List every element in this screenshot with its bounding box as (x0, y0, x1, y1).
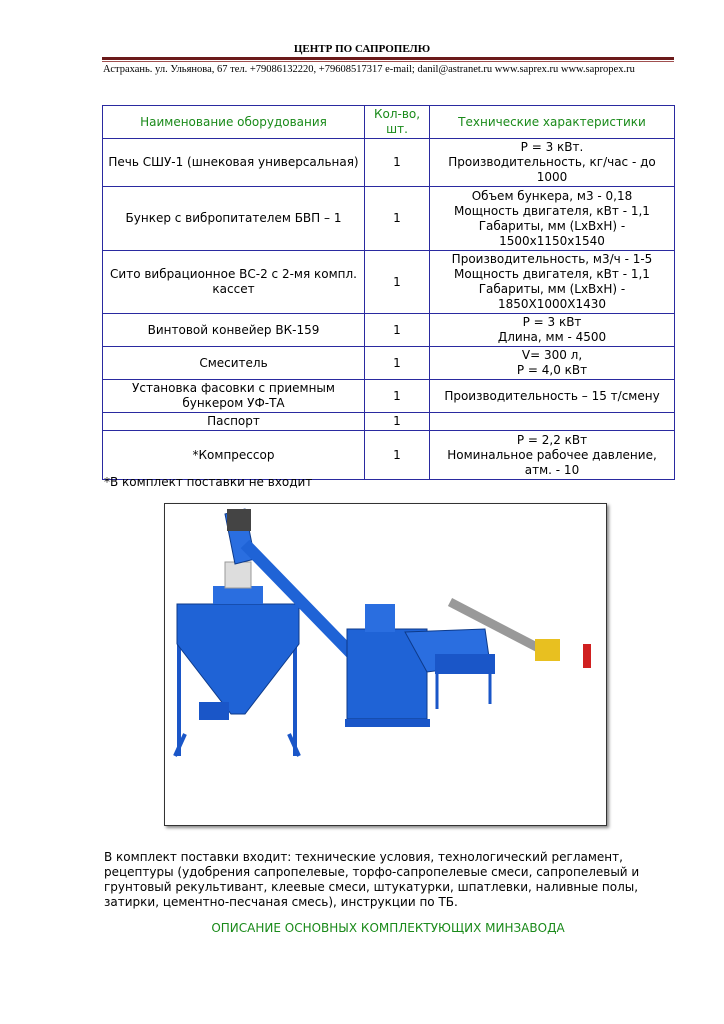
table-row (103, 187, 675, 251)
header-address: Астрахань. ул. Ульянова, 67 тел. +79086132220, +79608517317 e-mail; danil@astranet.ru www.saprex.ru www.sapropex.ru (103, 64, 635, 75)
equipment-qty: 1 (365, 347, 430, 380)
equipment-qty: 1 (365, 431, 430, 480)
delivery-description: В комплект поставки входит: технические условия, технологический регламент, рецептуры (удобрения сапропелевые, торфо-сапропелевые смеси, сапропелевый и грунтовый рекультивант, клеевые смеси, штукатурки, шпатлевки, наливные полы, затирки, цементно-песчаная смесь), инструкции по ТБ. (104, 850, 640, 909)
equipment-photo (164, 503, 607, 826)
equipment-spec: Р = 3 кВт Длина, мм - 4500 (430, 314, 675, 347)
column-header-spec: Технические характеристики (430, 106, 675, 139)
equipment-qty: 1 (365, 413, 430, 431)
table-row (103, 139, 675, 187)
equipment-name: *Компрессор (103, 431, 365, 480)
section-heading: ОПИСАНИЕ ОСНОВНЫХ КОМПЛЕКТУЮЩИХ МИНЗАВОДА (211, 921, 565, 935)
equipment-qty: 1 (365, 314, 430, 347)
equipment-spec: Р = 3 кВт. Производительность, кг/час - до 1000 (430, 139, 675, 187)
equipment-spec: V= 300 л, Р = 4,0 кВт (430, 347, 675, 380)
column-header-qty: Кол-во, шт. (365, 106, 430, 139)
equipment-table (102, 105, 675, 480)
equipment-name: Винтовой конвейер ВК-159 (103, 314, 365, 347)
equipment-name: Смеситель (103, 347, 365, 380)
equipment-name: Паспорт (103, 413, 365, 431)
table-row (103, 314, 675, 347)
equipment-spec: Р = 2,2 кВт Номинальное рабочее давление, атм. - 10 (430, 431, 675, 480)
equipment-spec: Производительность, м3/ч - 1-5 Мощность двигателя, кВт - 1,1 Габариты, мм (LxBxH) - 1850X1000X1430 (430, 251, 675, 314)
table-row (103, 380, 675, 413)
equipment-name: Печь СШУ-1 (шнековая универсальная) (103, 139, 365, 187)
table-row (103, 431, 675, 480)
equipment-qty: 1 (365, 380, 430, 413)
equipment-name: Установка фасовки с приемным бункером УФ-ТА (103, 380, 365, 413)
equipment-spec: Объем бункера, м3 - 0,18 Мощность двигателя, кВт - 1,1 Габариты, мм (LxBxH) - 1500x1150x1540 (430, 187, 675, 251)
equipment-spec: Производительность – 15 т/смену (430, 380, 675, 413)
header-title: ЦЕНТР ПО САПРОПЕЛЮ (293, 43, 431, 55)
production-line-illustration (165, 504, 606, 825)
table-row (103, 347, 675, 380)
equipment-qty: 1 (365, 187, 430, 251)
table-header-row (103, 106, 675, 139)
equipment-qty: 1 (365, 251, 430, 314)
equipment-spec (430, 413, 675, 431)
equipment-qty: 1 (365, 139, 430, 187)
equipment-name: Бункер с вибропитателем БВП – 1 (103, 187, 365, 251)
header-divider-thin (102, 61, 674, 62)
column-header-name: Наименование оборудования (103, 106, 365, 139)
table-row (103, 413, 675, 431)
header-divider (102, 57, 674, 60)
footnote: *В комплект поставки не входит (104, 475, 313, 489)
equipment-name: Сито вибрационное ВС-2 с 2-мя компл. кассет (103, 251, 365, 314)
table-row (103, 251, 675, 314)
